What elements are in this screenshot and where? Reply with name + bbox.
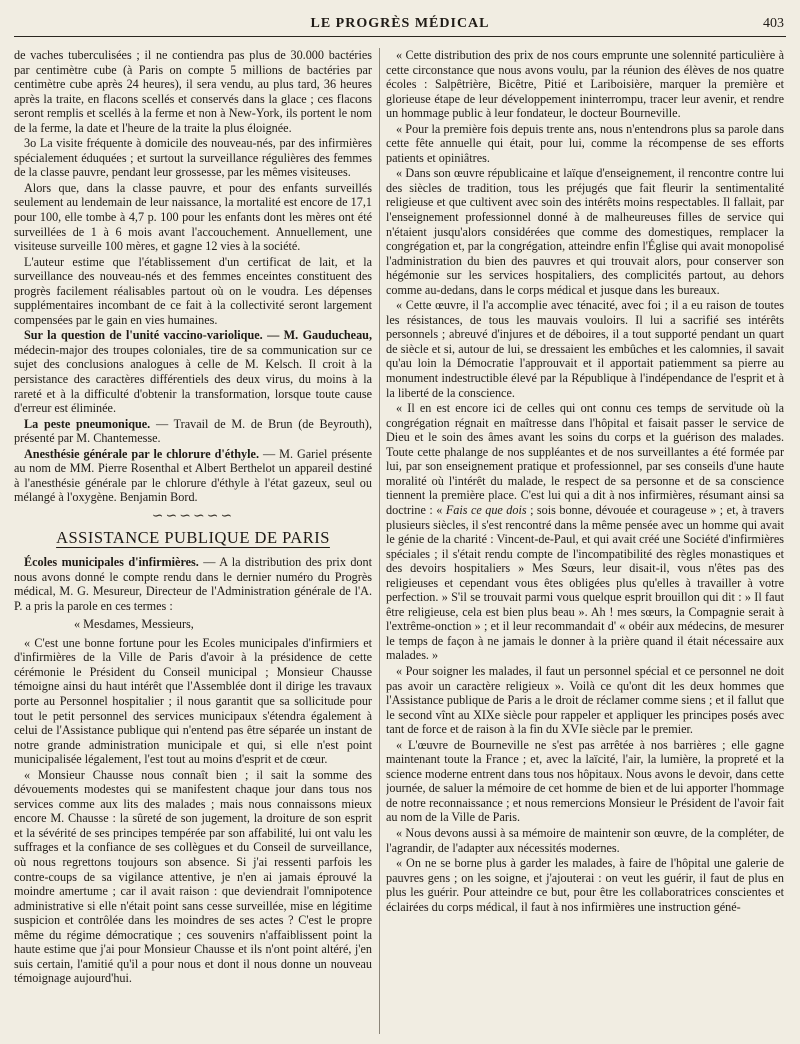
paragraph: L'auteur estime que l'établissement d'un certificat de lait, et la surveillance des nouveau-nés et des femmes enceintes constituent des progrès facilement réalisables partout où on le voudra. Les dépenses supplémentaires incombant de ce fait à la collectivité seront largement compensées par le gain en vies humaines. <box>14 254 372 327</box>
speech-paragraph: « Pour la première fois depuis trente ans, nous n'entendrons plus sa parole dans cette fête annuelle qui était, pour lui, comme la récompense de ses efforts patients et opiniâtres. <box>386 121 784 165</box>
quoted-motto: Fais ce que dois <box>445 502 527 517</box>
plague-item <box>14 417 372 446</box>
section-heading: ASSISTANCE PUBLIQUE DE PARIS <box>56 527 330 547</box>
item-body: — M. Gariel présente au nom de MM. Pierre Rosenthal et Albert Berthelot un appareil destiné à l'anesthésie générale par le chlorure d'éthyle à l'état gazeux, seul ou mélangé à l'oxygène. Benjamin Bord. <box>14 446 372 505</box>
speech-paragraph: « C'est une bonne fortune pour les Ecoles municipales d'infirmiers et d'infirmières de la Ville de Paris d'avoir à la présidence de cette cérémonie le Président du Conseil municipal ; Monsieur Chausse témoigne ainsi du haut intérêt que l'Assemblée dont il dirige les travaux porte au Personnel hospitalier ; il nous garantit que sa sollicitude pour tout le petit personnel des services municipaux s'étendra également à celui de l'Assistance publique qui n'entend pas être séparée un instant de notre grande administration municipale et qui, si elle n'est point municipalisée légalement, l'est tout au moins d'esprit et de cœur. <box>14 635 372 767</box>
right-column <box>386 48 784 1036</box>
running-header <box>14 14 786 37</box>
item-title: Sur la question de l'unité vaccino-variolique. — M. Gauducheau, <box>24 328 372 343</box>
item-title: Anesthésie générale par le chlorure d'éthyle. <box>24 446 259 461</box>
item-body: — A la distribution des prix dont nous avons donné le compte rendu dans le dernier numéro du Progrès médical, M. G. Mesureur, Directeur de l'Administration générale de l'A. P. a pris la parole en ces termes : <box>14 555 372 613</box>
paragraph: de vaches tuberculisées ; il ne contiendra pas plus de 30.000 bactéries par centimètre cube (à Paris on compte 5 millions de bactéries par centimètre cube après 24 heures), il sera vendu, au plus tard, 36 heures après la traite, en flacons scellés et conservés dans la glace ; ces flacons seront remplis et scellés à la ferme et non à New-York, ils portent le nom de la ferme, la date et l'heure de la traite la plus éloignée. <box>14 48 372 135</box>
paragraph: 3o La visite fréquente à domicile des nouveau-nés, par des infirmières spécialement éduquées ; et surtout la surveillance régulières des femmes de la classe pauvre, pendant leur grossesse, par les mêmes visiteuses. <box>14 136 372 180</box>
section-flourish: ∽∽∽∽∽∽ <box>151 508 235 524</box>
journal-title: LE PROGRÈS MÉDICAL <box>310 16 490 31</box>
salutation: « Mesdames, Messieurs, <box>74 617 194 632</box>
paragraph: Alors que, dans la classe pauvre, et pour des enfants surveillés seulement au lendemain de leur naissance, la mortalité est encore de 17,1 pour 100, elle tombe à 4,7 p. 100 pour les enfants dont les mères ont été surveillées de 1 à 6 mois avant l'accouchement. Annuellement, une visiteuse surveille 100 mères, et gagne 12 vies à la société. <box>14 180 372 254</box>
speech-paragraph: « Pour soigner les malades, il faut un personnel spécial et ce personnel ne doit pas avoir un caractère religieux ». Voilà ce qu'ont dit les deux hommes que l'Assistance publique de Paris a le droit de réclamer comme siens ; et il fallut que le second vînt au XIXe siècle pour rappeler et appliquer les principes posés avec tant de force et de raison à la fin du XVIe siècle par le premier. <box>386 663 784 737</box>
item-title: Écoles municipales d'infirmières. <box>24 555 199 570</box>
speech-paragraph: « L'œuvre de Bourneville ne s'est pas arrêtée à nos barrières ; elle gagne maintenant toute la France ; et, avec la laïcité, l'air, la lumière, la propreté et la science moderne entrent dans tous nos hôpitaux. Nous avons le devoir, dans cette journée, de saluer la mémoire de cet homme de bien et de lui apporter l'hommage de notre reconnaissance ; et nous remercions Monsieur le Président de l'avoir fait au nom de la Ville de Paris. <box>386 737 784 825</box>
item-body: — Travail de M. de Brun (de Beyrouth), présenté par M. Chantemesse. <box>14 416 372 446</box>
vaccine-item <box>14 328 372 415</box>
text-run: ; sois bonne, dévouée et courageuse » ; et, à travers plusieurs siècles, il s'est rencontré dans la même pensée avec un homme qui avait le génie de la charité : Vincent-de-Paul, et qui avait créé une Société d'infirmières spéciales ; il s'était rendu compte de l'incompatibilité des règles monastiques et des devoirs hospitaliers » Mes Sœurs, leur disait-il, vous n'êtes pas des religieuses et cependant vous êtes obligées plus qu'elles à travailler à votre perfection. » S'il se trouvait parmi vous quelque esprit brouillon qui dit : » Il faut être religieuse, cela est bien plus beau ». Ah ! mes sœurs, la Compagnie serait à l'extrême-onction » ; et il leur recommandait d' « obéir aux médecins, de mesurer le temps de façon à ne jamais le donner à la prière quand il était nécessaire aux malades. » <box>386 502 784 663</box>
speech-paragraph: « Il en est encore ici de celles qui ont connu ces temps de servitude où la congrégation régnait en maîtresse dans l'hôpital et faisait passer le service de Dieu et le soin des âmes avant les soins du corps et la guérison des malades. Toute cette phalange de nos suppléantes et de nos surveillantes a été formée par lui, par son enseignement pratique et professionnel, par ses conseils d'une haute moralité où l'intérêt du malade, le respect de sa personne et de sa conscience tiennent la première place. C'est lui qui a dit à nos infirmières, résumant ainsi sa doctrine : « Fais ce que dois ; sois bonne, dévouée et courageuse » ; et, à travers plusieurs siècles, il s'est rencontré dans la même pensée avec un homme qui avait le génie de la charité : Vincent-de-Paul, et qui avait créé une Société d'infirmières spéciales ; il s'était rendu compte de l'incompatibilité des règles monastiques et des devoirs hospitaliers » Mes Sœurs, leur disait-il, vous n'êtes pas des religieuses et cependant vous êtes obligées plus qu'elles à travailler à votre perfection. » S'il se trouvait parmi vous quelque esprit brouillon qui dit : » Il faut être religieuse, cela est bien plus beau ». Ah ! mes sœurs, la Compagnie serait à l'extrême-onction » ; et il leur recommandait d' « obéir aux médecins, de mesurer le temps de façon à ne jamais le donner à la prière quand il était nécessaire aux malades. » <box>386 401 784 663</box>
speech-paragraph: « Cette œuvre, il l'a accomplie avec ténacité, avec foi ; il a eu raison de toutes les résistances, de tous les mauvais vouloirs. Il lui a sacrifié ses intérêts personnels ; abreuvé d'injures et de déboires, il a tout supporté pendant un quart de siècle et si, autour de lui, se dressaient les embûches et les calomnies, il savait qu'au loin la Démocratie l'approuvait et il apportait patiemment sa pierre au monument indestructible élevé par la République à l'indépendance de l'esprit et à la liberté de la conscience. <box>386 298 784 400</box>
left-column <box>14 48 372 1036</box>
item-title: La peste pneumonique. <box>24 416 151 431</box>
speech-paragraph: « Monsieur Chausse nous connaît bien ; il sait la somme des dévouements modestes qui se manifestent chaque jour dans tous nos services comme aux lits des malades ; mais nous connaissons mieux encore M. Chausse : la sûreté de son jugement, la droiture de son esprit et la sévérité de ses principes tempérée par son affabilité, lui ont valu les suffrages et la confiance de ses collègues et du Conseil de surveillance, où nous regrettons toujours son absence. Si j'ai ressenti parfois les contre-coups de sa vigilance attentive, je n'en ai jamais éprouvé la moindre amertume ; car il avait raison : que deviendrait l'omnipotence administrative si elle n'était point sans cesse surveillée, mise en légitime suspicion et contrôlée dans les moindres de ses actes ? C'est le propre même du régime démocratique ; ces souvenirs n'affaiblissent point la haute estime que j'ai pour Monsieur Chausse et ils n'ont point altéré, j'en suis certain, l'amitié qu'il a pour nous et dont il nous donne un nouveau témoignage aujourd'hui. <box>14 767 372 986</box>
schools-item <box>14 555 372 613</box>
speech-paragraph: « Nous devons aussi à sa mémoire de maintenir son œuvre, de la compléter, de l'agrandir, de l'adapter aux nécessités modernes. <box>386 825 784 855</box>
anesthesia-item <box>14 447 372 505</box>
page-number: 403 <box>763 16 784 31</box>
text-run: « Il en est encore ici de celles qui ont connu ces temps de servitude où la congrégation régnait en maîtresse dans l'hôpital et faisait passer le service de Dieu et le soin des âmes avant les soins du corps et la guérison des malades. Toute cette phalange de nos suppléantes et de nos surveillantes a été formée par lui, par son enseignement pratique et professionnel, par ses conseils d'une haute moralité où l'intérêt du malade, le respect de sa personne et de sa conscience tiennent la première place. C'est lui qui a dit à nos infirmières, résumant ainsi sa doctrine : <box>386 401 784 517</box>
speech-paragraph: « Dans son œuvre républicaine et laïque d'enseignement, il rencontre contre lui des siècles de tradition, tous les préjugés que fait fleurir la sentimentalité religieuse et que cultivent avec soin des intérêts moins respectables. Il fallait, par l'enseignement professionnel donné à de malheureuses filles de service qui n'étaient jusqu'alors considérées que comme des domestiques, remplacer la congrégation et, par la congrégation, atteindre enfin l'Église qui avait monopolisé l'administration du bien des pauvres et qui trouvait alors, pour conserver son hégémonie sur les services hospitaliers, des complicités partout, au dehors comme au-dedans, dans le corps médical et jusque dans les bureaux. <box>386 166 784 297</box>
speech-paragraph: « Cette distribution des prix de nos cours emprunte une solennité particulière à cette circonstance que nous avons voulu, par la réunion des élèves de nos quatre écoles : Salpêtrière, Bicêtre, Pitié et Lariboisière, marquer la première et glorieuse étape de leur développement ininterrompu, tracer leur avenir, et rendre un hommage public à leur fondateur, le docteur Bourneville. <box>386 48 784 121</box>
column-divider <box>379 48 380 1034</box>
item-body: médecin-major des troupes coloniales, tire de sa communication sur ce sujet des conclusions analogues à celle de M. Kelsch. Il croit à la persistance des caractères différentiels des deux virus, du moins à la rareté et à la difficulté d'obtenir la transformation, lorsque toute cause d'erreur est éliminée. <box>14 342 372 416</box>
speech-paragraph: « On ne se borne plus à garder les malades, à faire de l'hôpital une galerie de pauvres gens ; on les soigne, et j'ajouterai : on veut les guérir, il faut de plus en plus les guérir. Pour atteindre ce but, pour être les collaboratrices conscientes et éclairées du corps médical, il faut à nos infirmières une instruction géné- <box>386 856 784 914</box>
